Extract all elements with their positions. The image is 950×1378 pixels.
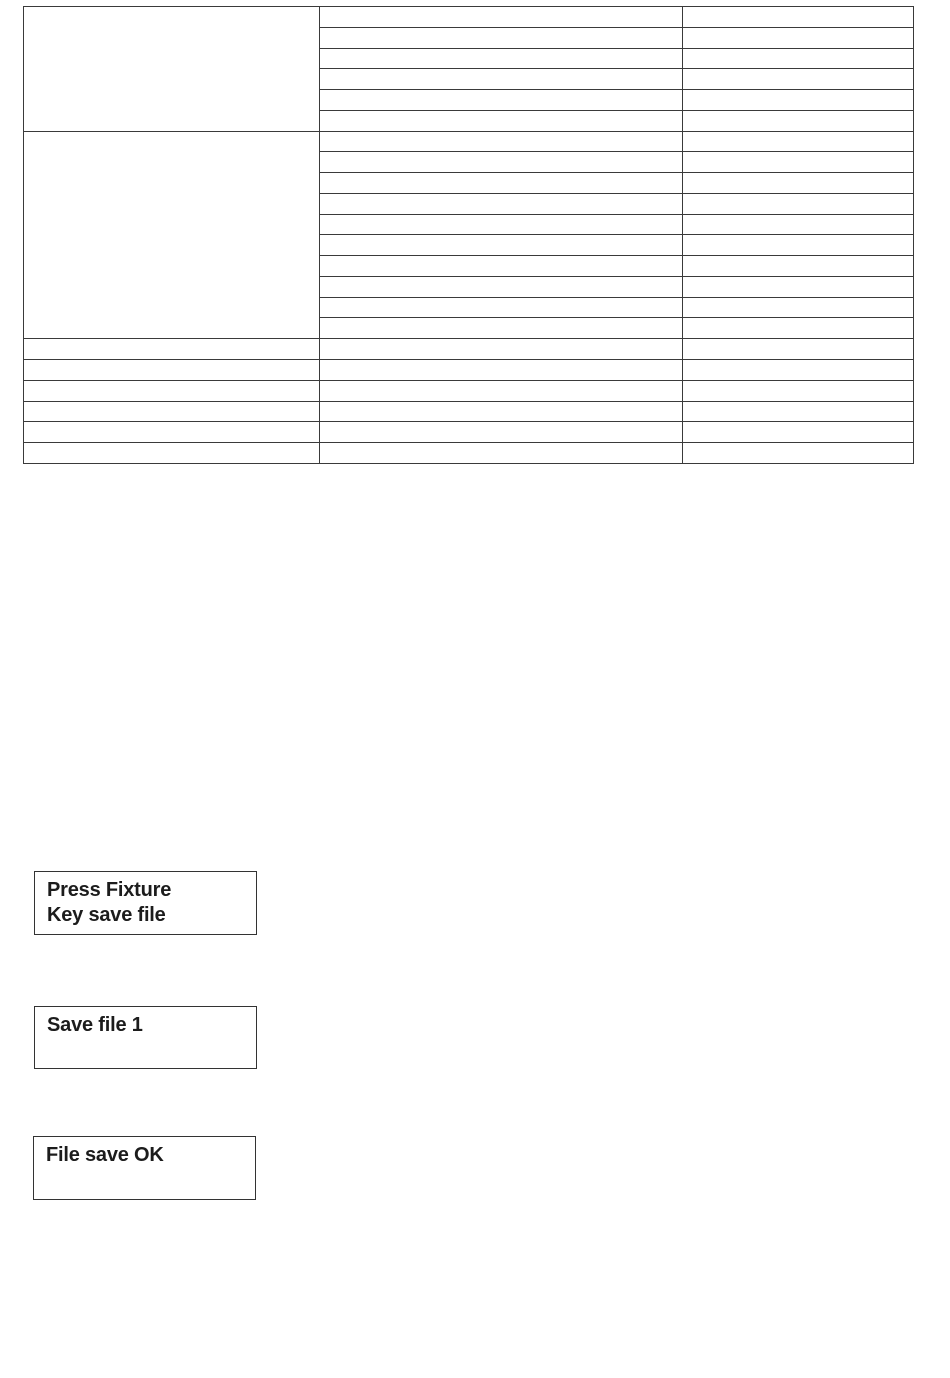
lcd-display-file-save-ok [33,1136,256,1200]
table-cell [320,27,683,48]
table-cell [683,401,914,422]
table-row [24,443,914,464]
table-cell [683,318,914,339]
table-row [24,131,914,152]
table-cell [24,380,320,401]
lcd-line: Press Fixture [47,879,172,901]
table-cell [683,173,914,194]
table-cell [320,318,683,339]
table-cell [683,297,914,318]
table-cell [683,90,914,111]
lcd-display-save-file [34,1006,257,1069]
table-row [24,360,914,381]
table-cell [24,360,320,381]
lcd-line: Key save file [47,904,166,926]
table-cell [320,110,683,131]
table-cell [320,7,683,28]
table-row [24,339,914,360]
table-cell [683,422,914,443]
table-cell [683,27,914,48]
table-group-label-cell [24,131,320,339]
table-group-label-cell [24,7,320,132]
table-cell [320,214,683,235]
table-cell [683,214,914,235]
table-cell [320,297,683,318]
table-row [24,422,914,443]
table-cell [320,276,683,297]
table-cell [320,380,683,401]
table-cell [683,193,914,214]
table-cell [683,276,914,297]
table-cell [320,422,683,443]
table-cell [683,380,914,401]
table-cell [683,339,914,360]
table-row [24,7,914,28]
table-cell [24,339,320,360]
table-cell [320,235,683,256]
table-cell [24,422,320,443]
table-cell [320,152,683,173]
table-cell [683,152,914,173]
table-row [24,380,914,401]
table-cell [683,48,914,69]
lcd-line: File save OK [46,1144,164,1166]
table-cell [320,173,683,194]
lcd-line: Save file 1 [47,1014,143,1036]
table-cell [320,401,683,422]
table-cell [320,69,683,90]
table-cell [683,443,914,464]
table-cell [683,69,914,90]
table-cell [683,256,914,277]
table-row [24,401,914,422]
table-cell [320,48,683,69]
table-cell [683,235,914,256]
table-cell [683,360,914,381]
table-cell [320,256,683,277]
table-cell [320,193,683,214]
lcd-display-press-fixture [34,871,257,935]
spec-table [23,6,914,464]
table-cell [320,360,683,381]
table-cell [24,401,320,422]
table-cell [320,339,683,360]
spec-table-body [24,7,914,464]
table-cell [683,131,914,152]
table-cell [24,443,320,464]
table-cell [683,110,914,131]
table-cell [320,443,683,464]
table-cell [320,90,683,111]
table-cell [683,7,914,28]
table-cell [320,131,683,152]
